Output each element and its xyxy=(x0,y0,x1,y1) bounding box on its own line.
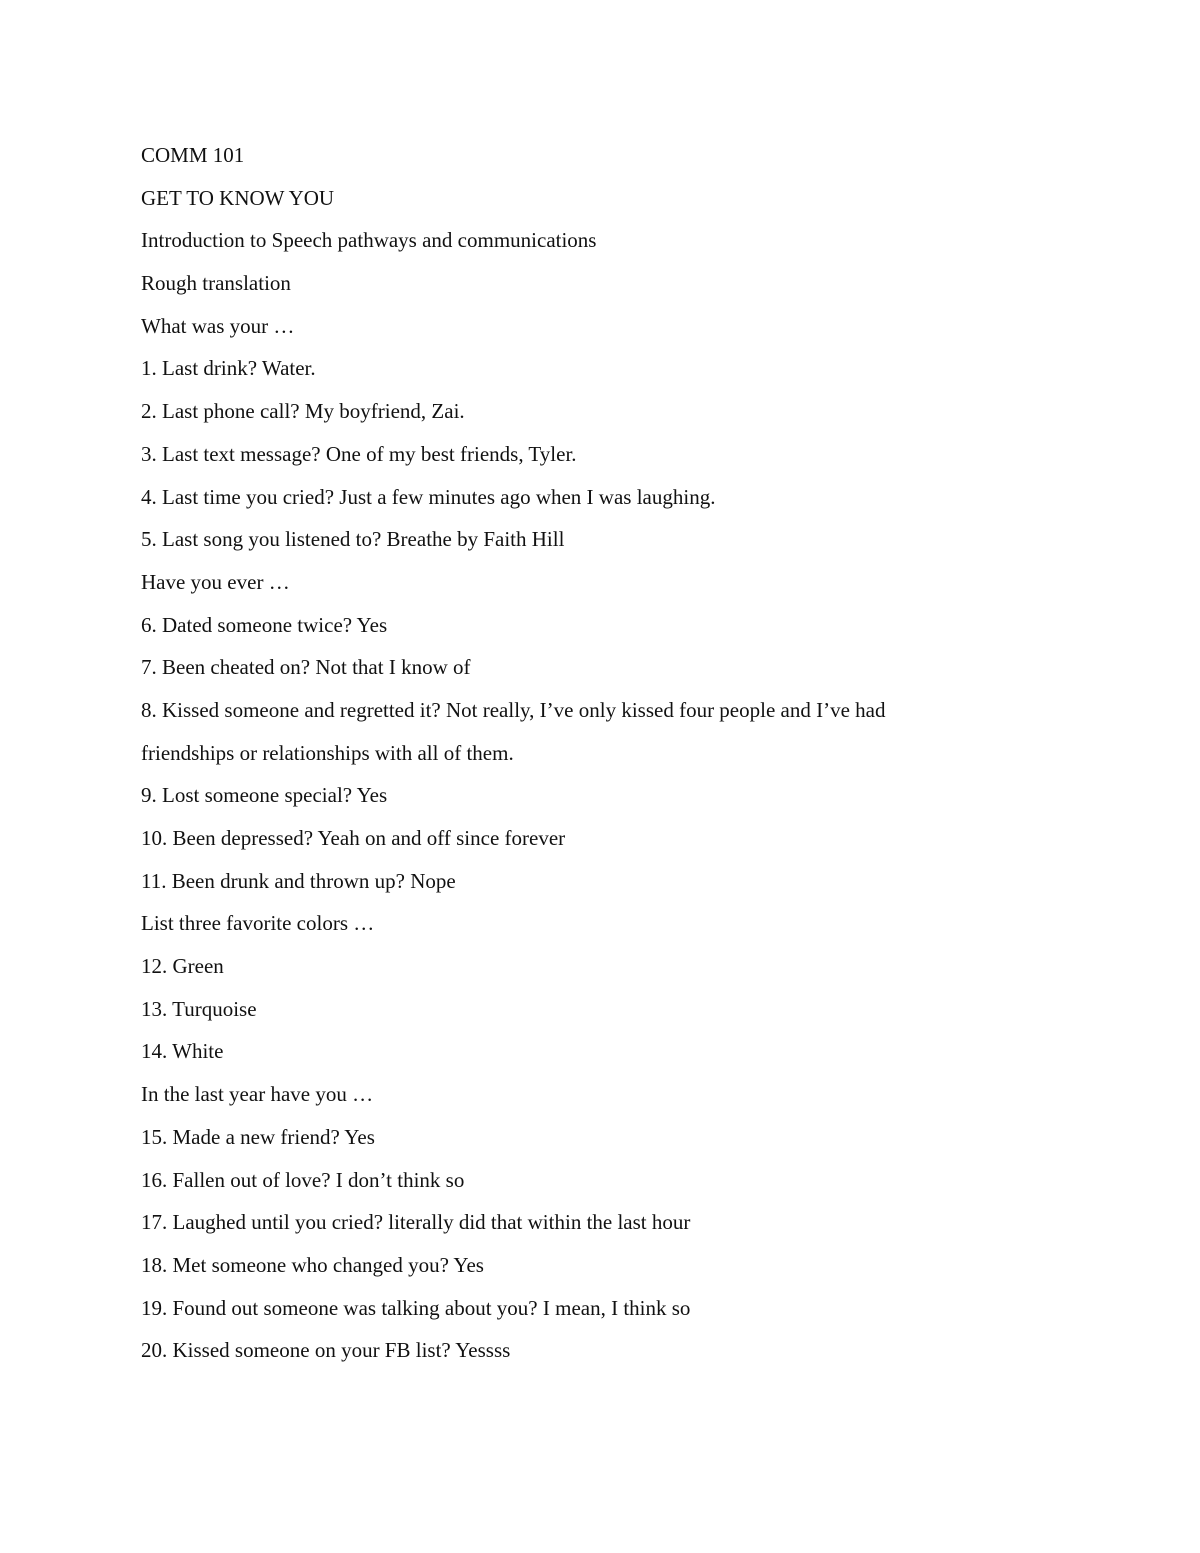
list-item: 15. Made a new friend? Yes xyxy=(141,1124,375,1149)
document-title: GET TO KNOW YOU xyxy=(141,185,335,210)
list-item: 16. Fallen out of love? I don’t think so xyxy=(141,1167,465,1192)
list-item: 18. Met someone who changed you? Yes xyxy=(141,1252,484,1277)
list-item: 2. Last phone call? My boyfriend, Zai. xyxy=(141,399,465,424)
list-item: 1. Last drink? Water. xyxy=(141,356,316,381)
document-subtitle: Introduction to Speech pathways and communications xyxy=(141,228,597,253)
list-item: 10. Been depressed? Yeah on and off since forever xyxy=(141,826,566,851)
section-heading: Have you ever … xyxy=(141,569,290,594)
list-item: 4. Last time you cried? Just a few minutes ago when I was laughing. xyxy=(141,484,716,509)
list-item: 12. Green xyxy=(141,954,224,979)
list-item: 5. Last song you listened to? Breathe by Faith Hill xyxy=(141,527,565,552)
course-code: COMM 101 xyxy=(141,143,245,167)
list-item: 17. Laughed until you cried? literally did that within the last hour xyxy=(141,1210,691,1235)
document-note: Rough translation xyxy=(141,271,291,296)
list-item: 19. Found out someone was talking about you? I mean, I think so xyxy=(141,1295,691,1320)
section-heading: What was your … xyxy=(141,313,295,338)
section-heading: List three favorite colors … xyxy=(141,911,375,936)
list-item: 3. Last text message? One of my best friends, Tyler. xyxy=(141,441,577,466)
list-item: 9. Lost someone special? Yes xyxy=(141,783,388,808)
list-item: 8. Kissed someone and regretted it? Not really, I’ve only kissed four people and I’ve had friendships or relationships with all of them. xyxy=(141,697,886,765)
list-item: 14. White xyxy=(141,1039,224,1064)
list-item: 6. Dated someone twice? Yes xyxy=(141,612,388,637)
list-item: 13. Turquoise xyxy=(141,996,257,1021)
list-item: 11. Been drunk and thrown up? Nope xyxy=(141,868,456,893)
section-heading: In the last year have you … xyxy=(141,1082,374,1107)
list-item: 20. Kissed someone on your FB list? Yessss xyxy=(141,1338,511,1363)
document-body xyxy=(141,134,1101,1372)
list-item: 7. Been cheated on? Not that I know of xyxy=(141,655,471,680)
